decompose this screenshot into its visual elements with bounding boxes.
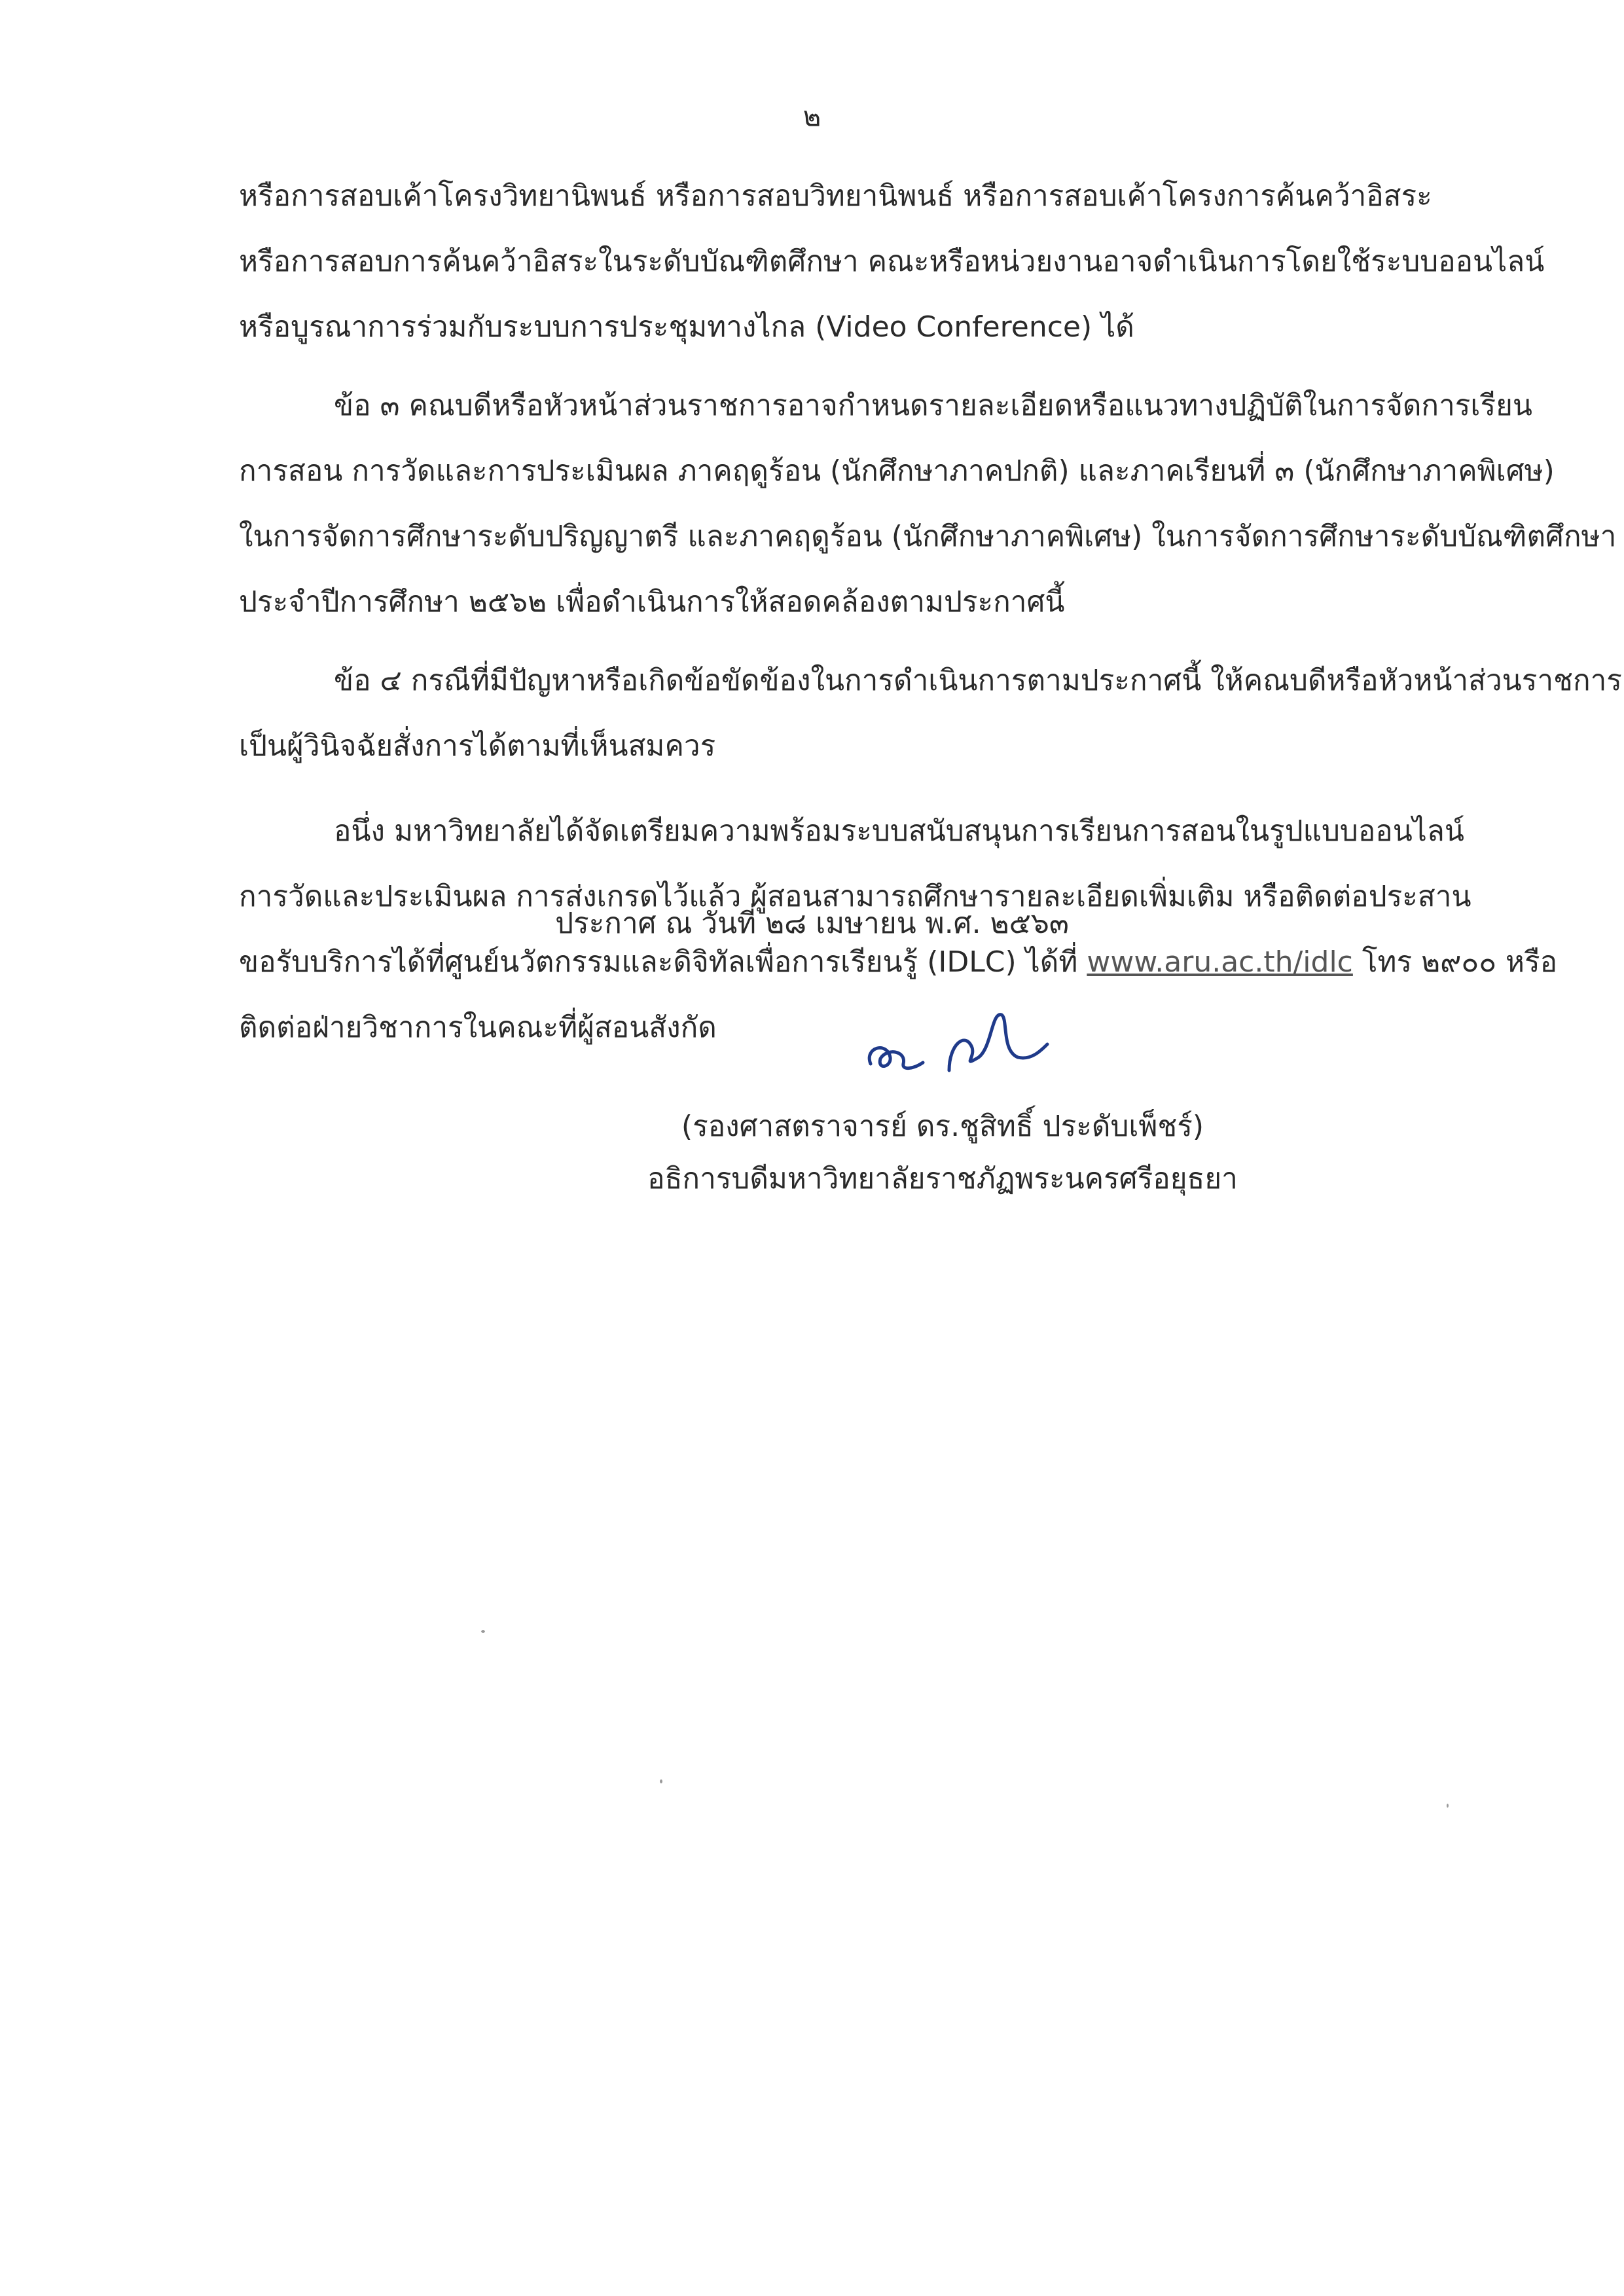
- text-line: หรือบูรณาการร่วมกับระบบการประชุมทางไกล (Video Conference) ได้: [239, 310, 1134, 344]
- announcement-date: ประกาศ ณ วันที่ ๒๘ เมษายน พ.ศ. ๒๕๖๓: [555, 907, 1069, 940]
- text-line: ในการจัดการศึกษาระดับปริญญาตรี และภาคฤดูร้อน (นักศึกษาภาคพิเศษ) ในการจัดการศึกษาระดับบัณฑิตศึกษา: [239, 520, 1617, 553]
- signer-name: (รองศาสตราจารย์ ดร.ชูสิทธิ์ ประดับเพ็ชร์): [681, 1110, 1204, 1143]
- text-line: เป็นผู้วินิจฉัยสั่งการได้ตามที่เห็นสมควร: [239, 729, 716, 763]
- signer-title: อธิการบดีมหาวิทยาลัยราชภัฏพระนครศรีอยุธยา: [647, 1162, 1238, 1195]
- scan-speck: [1447, 1804, 1449, 1808]
- paragraph-clause-3: [239, 373, 1617, 635]
- idlc-website-link[interactable]: www.aru.ac.th/idlc: [1087, 945, 1353, 979]
- link-suffix-text: โทร ๒๙๐๐ หรือ: [1352, 945, 1558, 979]
- handwritten-signature: [851, 985, 1100, 1097]
- scan-speck: [481, 1630, 485, 1633]
- text-line: ข้อ ๓ คณบดีหรือหัวหน้าส่วนราชการอาจกำหนดรายละเอียดหรือแนวทางปฏิบัติในการจัดการเรียน: [334, 389, 1532, 422]
- text-line: หรือการสอบการค้นคว้าอิสระในระดับบัณฑิตศึกษา คณะหรือหน่วยงานอาจดำเนินการโดยใช้ระบบออนไลน์: [239, 245, 1545, 278]
- link-prefix-text: ขอรับบริการได้ที่ศูนย์นวัตกรรมและดิจิทัลเพื่อการเรียนรู้ (IDLC) ได้ที่: [239, 945, 1087, 979]
- text-line: อนึ่ง มหาวิทยาลัยได้จัดเตรียมความพร้อมระบบสนับสนุนการเรียนการสอนในรูปแบบออนไลน์: [334, 814, 1464, 848]
- text-line: ประจำปีการศึกษา ๒๕๖๒ เพื่อดำเนินการให้สอดคล้องตามประกาศนี้: [239, 585, 1065, 619]
- text-line: การสอน การวัดและการประเมินผล ภาคฤดูร้อน (นักศึกษาภาคปกติ) และภาคเรียนที่ ๓ (นักศึกษาภาคพิเศษ): [239, 454, 1555, 488]
- paragraph-1: [239, 164, 1545, 360]
- page-number: ๒: [803, 100, 821, 132]
- scan-speck: [660, 1779, 662, 1783]
- text-line: ติดต่อฝ่ายวิชาการในคณะที่ผู้สอนสังกัด: [239, 1011, 717, 1044]
- paragraph-clause-4: [239, 648, 1622, 779]
- text-line: ข้อ ๔ กรณีที่มีปัญหาหรือเกิดข้อขัดข้องในการดำเนินการตามประกาศนี้ ให้คณบดีหรือหัวหน้าส่วนราชการ: [334, 664, 1622, 697]
- text-line: หรือการสอบเค้าโครงวิทยานิพนธ์ หรือการสอบวิทยานิพนธ์ หรือการสอบเค้าโครงการค้นคว้าอิสระ: [239, 179, 1432, 213]
- text-line: การวัดและประเมินผล การส่งเกรดไว้แล้ว ผู้สอนสามารถศึกษารายละเอียดเพิ่มเติม หรือติดต่อประสาน: [239, 880, 1471, 913]
